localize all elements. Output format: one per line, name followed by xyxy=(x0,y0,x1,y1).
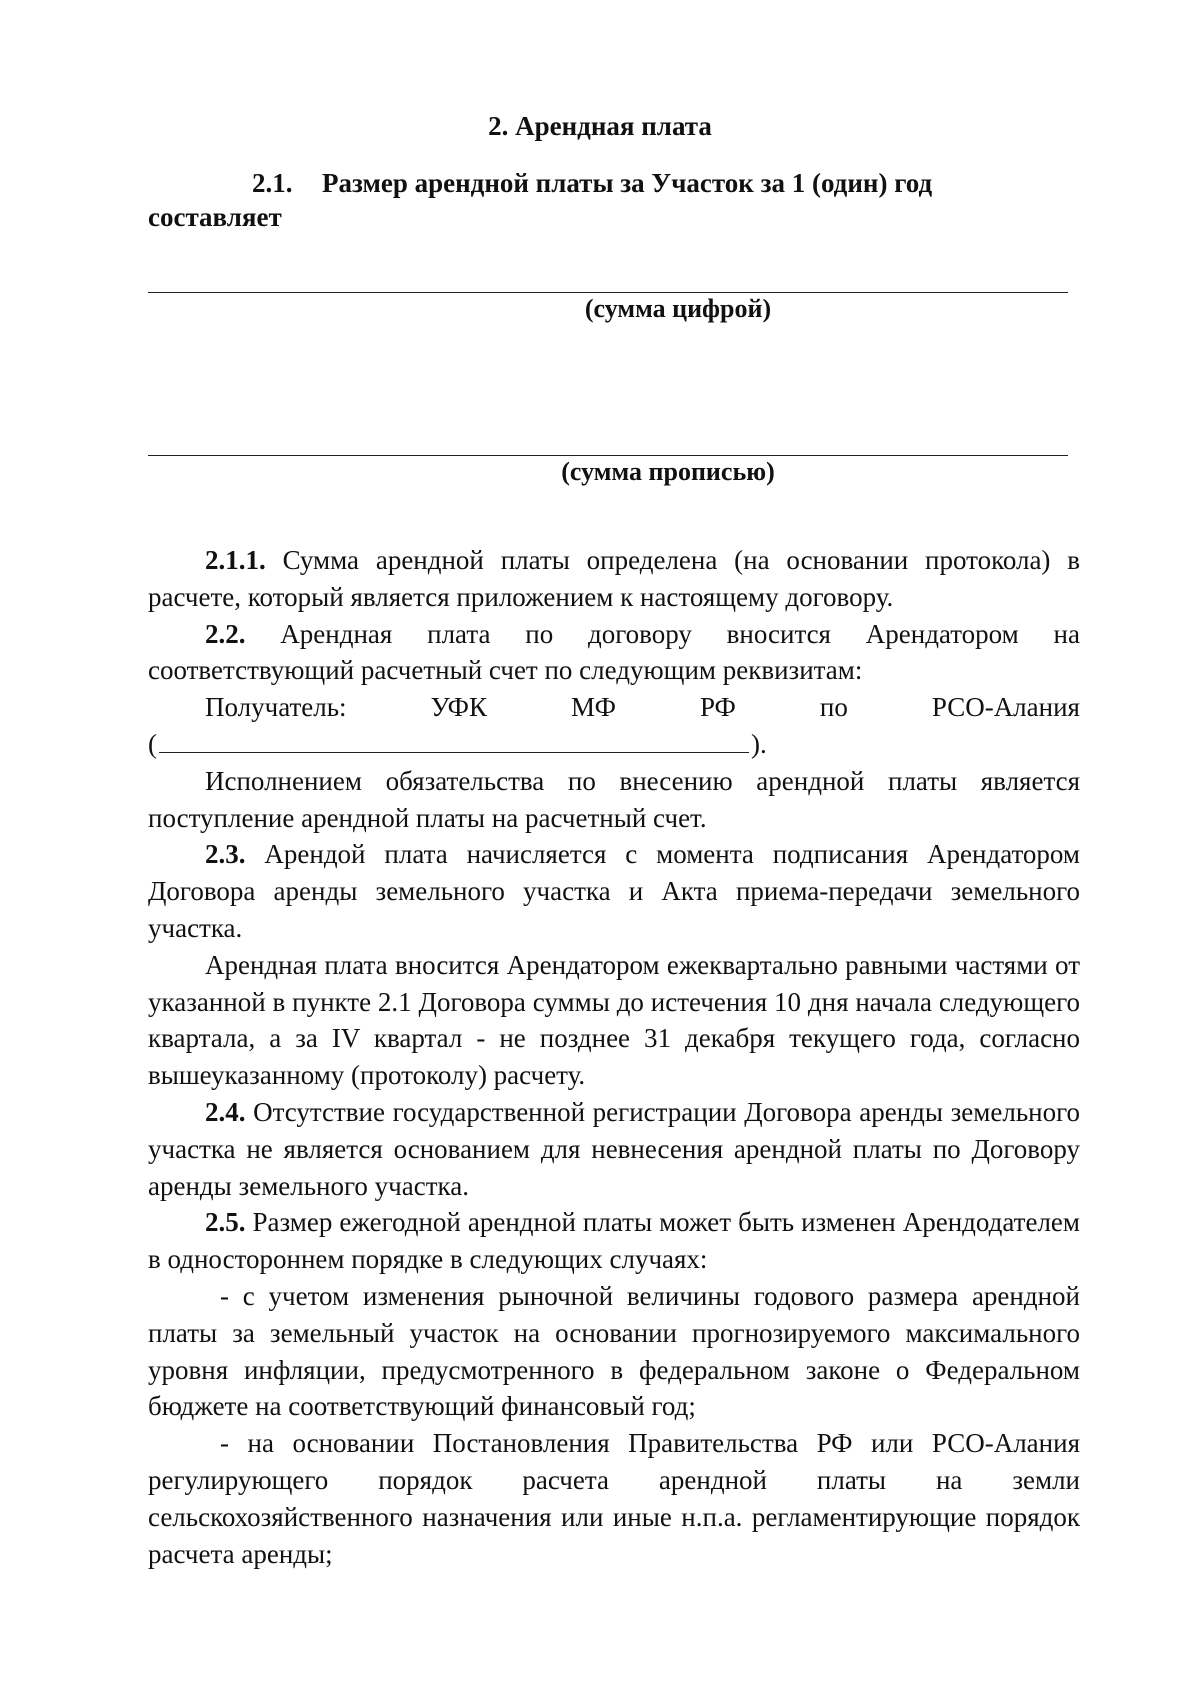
clause-2-3-text: Арендой плата начисляется с момента подписания Арендатором Договора аренды земельного участка и Акта приема-передачи земельного участка. xyxy=(148,839,1080,943)
paren-open: ( xyxy=(148,728,157,759)
recipient-word: РФ xyxy=(700,692,736,723)
list-item: - с учетом изменения рыночной величины годового размера арендной платы за земельный участок на основании прогнозируемого максимального уровня инфляции, предусмотренного в федеральном законе о Федеральном бюджете на соответствующий финансовый год; xyxy=(148,1280,1080,1422)
clause-2-1-number: 2.1. xyxy=(252,168,293,198)
recipient-line xyxy=(205,689,1080,726)
paragraph-obligation: Исполнением обязательства по внесению арендной платы является поступление арендной платы на расчетный счет. xyxy=(148,765,1080,833)
recipient-word: МФ xyxy=(571,692,616,723)
clause-2-1-1 xyxy=(148,542,1080,616)
clause-2-2-number: 2.2. xyxy=(205,618,246,649)
recipient-word: по xyxy=(819,692,848,723)
section-title: 2. Арендная плата xyxy=(488,111,712,141)
paragraph-quarterly: Арендная плата вносится Арендатором ежеквартально равными частями от указанной в пункте 2.1 Договора суммы до истечения 10 дня начала следующего квартала, а за IV квартал - не позднее 31 декабря текущего года, согласно вышеуказанному (протоколу) расчету. xyxy=(148,949,1080,1091)
clause-2-5-text: Размер ежегодной арендной платы может быть изменен Арендодателем в одностороннем порядке в следующих случаях: xyxy=(148,1207,1080,1275)
clause-2-2 xyxy=(148,616,1080,690)
amount-words-caption: (сумма прописью) xyxy=(561,457,775,486)
clause-2-4-number: 2.4. xyxy=(205,1096,246,1127)
clauses-body xyxy=(148,542,1080,1572)
clause-2-1-text: Размер арендной платы за Участок за 1 (один) год xyxy=(322,168,933,198)
clause-2-4-text: Отсутствие государственной регистрации Договора аренды земельного участка не является основанием для невнесения арендной платы по Договору аренды земельного участка. xyxy=(148,1096,1080,1201)
clause-2-1-heading xyxy=(148,166,1078,234)
recipient-word: Получатель: xyxy=(205,692,347,723)
clause-2-3 xyxy=(148,836,1080,946)
clause-2-4 xyxy=(148,1094,1080,1204)
recipient-word: УФК xyxy=(430,692,488,723)
clause-2-3-number: 2.3. xyxy=(205,839,246,870)
clause-2-1-continuation: составляет xyxy=(148,202,282,232)
recipient-word: РСО-Алания xyxy=(931,692,1080,723)
paren-close: ). xyxy=(751,728,767,759)
clause-2-1-1-text: Сумма арендной платы определена (на основании протокола) в расчете, который является приложением к настоящему договору. xyxy=(148,545,1080,612)
recipient-blank-line xyxy=(148,726,1080,763)
clause-2-5-number: 2.5. xyxy=(205,1207,246,1238)
list-item: - на основании Постановления Правительства РФ или РСО-Алания регулирующего порядок расчета арендной платы на земли сельскохозяйственного назначения или иные н.п.а. регламентирующие порядок расчета аренды; xyxy=(148,1428,1080,1569)
clause-2-1-1-number: 2.1.1. xyxy=(205,545,266,575)
clause-2-5 xyxy=(148,1204,1080,1278)
amount-digits-caption: (сумма цифрой) xyxy=(584,294,772,323)
clause-2-2-text: Арендная плата по договору вносится Арендатором на соответствующий расчетный счет по следующим реквизитам: xyxy=(148,618,1080,686)
recipient-blank xyxy=(159,726,749,753)
